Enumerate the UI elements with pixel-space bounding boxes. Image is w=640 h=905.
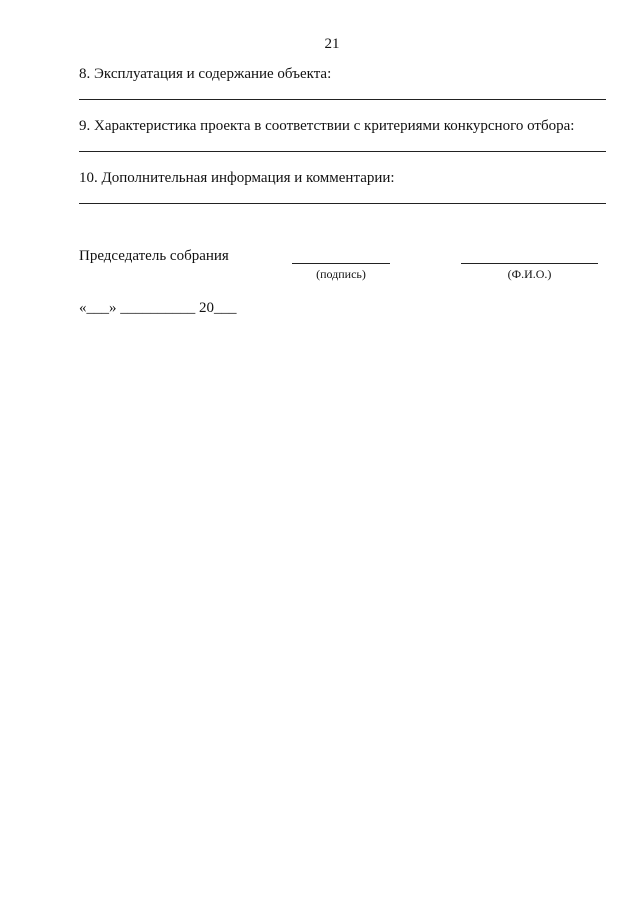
section-heading-operation: 8. Эксплуатация и содержание объекта:: [79, 66, 332, 82]
signature-line: [292, 263, 390, 264]
section-heading-additional-info: 10. Дополнительная информация и комментарии:: [79, 170, 395, 186]
date-line: «___» __________ 20___: [79, 300, 237, 316]
full-name-caption: (Ф.И.О.): [507, 267, 552, 281]
fill-line-additional-info: [79, 203, 606, 204]
chairman-label: Председатель собрания: [79, 248, 229, 264]
signature-caption: (подпись): [316, 267, 366, 281]
section-heading-project-characteristics: 9. Характеристика проекта в соответствии с критериями конкурсного отбора:: [79, 118, 575, 134]
fill-line-project-characteristics: [79, 151, 606, 152]
full-name-line: [461, 263, 598, 264]
page-number: 21: [324, 36, 340, 52]
fill-line-operation: [79, 99, 606, 100]
